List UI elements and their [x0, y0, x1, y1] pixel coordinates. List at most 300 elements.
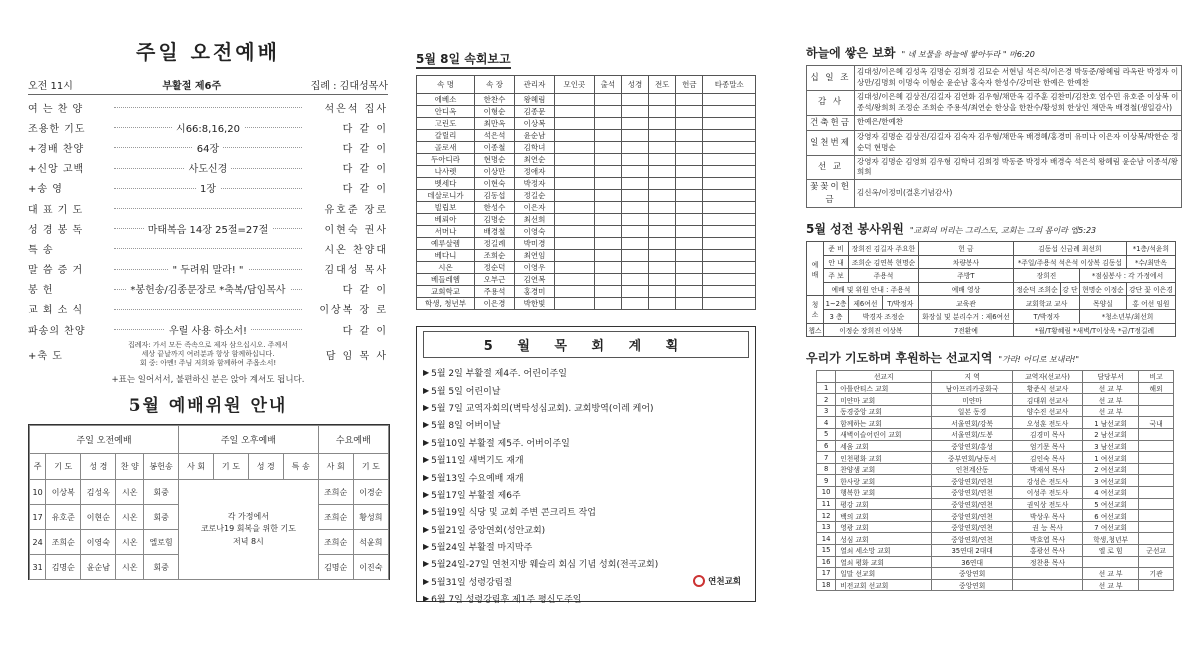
- triangle-bullet-icon: ▶: [423, 507, 430, 517]
- svc-group-worship: 예 배: [807, 241, 824, 295]
- report-cell: [649, 214, 676, 226]
- order-right: 석은석 집사: [324, 103, 388, 115]
- missions-cell: 2 여선교회: [1082, 463, 1138, 475]
- report-cell: [594, 202, 621, 214]
- order-row: [28, 238, 388, 258]
- report-cell: 학생, 청년부: [417, 298, 475, 310]
- service-cell: 예배 및 위원 안내 : 주용석: [823, 282, 918, 296]
- report-row: [417, 214, 756, 226]
- report-cell: [555, 190, 595, 202]
- plan-item: [423, 555, 749, 572]
- missions-cell: [1013, 579, 1083, 591]
- report-cell: 서머나: [417, 226, 475, 238]
- missions-cell: 중앙연회/연천: [932, 498, 1013, 510]
- service-cell: 제6여선: [849, 296, 883, 310]
- report-cell: [555, 106, 595, 118]
- plan-item: [423, 503, 749, 520]
- missions-row: [817, 417, 1174, 429]
- service-cell: 강 단: [1060, 282, 1079, 296]
- report-header-cell: 타종말소: [703, 76, 756, 94]
- triangle-bullet-icon: ▶: [423, 489, 430, 499]
- missions-row: [817, 556, 1174, 568]
- missions-cell: 36연대: [932, 556, 1013, 568]
- missions-cell: 6 여선교회: [1082, 510, 1138, 522]
- service-cell: 이정순 장희진 이상복: [823, 323, 918, 337]
- order-label: 특 송: [28, 244, 54, 256]
- report-cell: [594, 94, 621, 106]
- missions-cell: [1139, 533, 1174, 545]
- report-cell: [594, 190, 621, 202]
- report-cell: 두아디라: [417, 154, 475, 166]
- church-logo: [693, 575, 741, 587]
- missions-cell: 16: [817, 556, 836, 568]
- missions-cell: 박호엽 목사: [1013, 533, 1083, 545]
- report-cell: [594, 166, 621, 178]
- report-header-cell: 속 명: [417, 76, 475, 94]
- report-cell: 이현숙: [475, 178, 515, 190]
- missions-cell: 평강 교회: [836, 498, 932, 510]
- order-row: [28, 279, 388, 299]
- staff-cell-praise: 시온: [116, 555, 144, 580]
- missions-cell: 9: [817, 475, 836, 487]
- triangle-bullet-icon: ▶: [423, 368, 430, 378]
- benediction-label: +축 도: [28, 350, 63, 362]
- missions-verse: "가라! 어디로 보내라!": [998, 355, 1080, 365]
- ministry-plan-list: [423, 364, 749, 607]
- service-cell: 현명순 이정순: [1080, 282, 1127, 296]
- order-label: 조용한 기도: [28, 123, 86, 135]
- report-cell: [594, 262, 621, 274]
- report-cell: 최만옥: [475, 118, 515, 130]
- offering-table: [806, 65, 1182, 208]
- leader-dots: [114, 107, 302, 108]
- staff-cell-prayer: 김명순: [46, 555, 81, 580]
- missions-cell: 성심 교회: [836, 533, 932, 545]
- report-cell: [621, 238, 648, 250]
- report-cell: [676, 106, 703, 118]
- missions-row: [817, 521, 1174, 533]
- triangle-bullet-icon: ▶: [423, 385, 430, 395]
- missions-cell: 중앙연회/연천: [932, 475, 1013, 487]
- report-cell: 김동섭: [475, 190, 515, 202]
- report-cell: [703, 202, 756, 214]
- cell-report-title: 5월 8일 속회보고: [416, 50, 511, 69]
- report-cell: [703, 262, 756, 274]
- report-cell: [621, 142, 648, 154]
- col-aft-bible: 성 경: [248, 454, 283, 480]
- missions-header: [806, 349, 1182, 366]
- triangle-bullet-icon: ▶: [423, 437, 430, 447]
- report-row: [417, 142, 756, 154]
- plan-item-text: 5월10일 부활절 제5주. 어버이주일: [431, 438, 570, 449]
- report-cell: 정길순: [515, 190, 555, 202]
- missions-cell: 3: [817, 405, 836, 417]
- church-name: 연천교회: [708, 577, 741, 587]
- service-verse: "교회의 머리는 그리스도, 교회는 그의 몸이라 엡5:23: [909, 225, 1097, 235]
- service-cell: 1~2층: [823, 296, 848, 310]
- missions-cell: 김인숙 목사: [1013, 452, 1083, 464]
- missions-header-cell: 지 역: [932, 371, 1013, 383]
- order-middle: [114, 281, 302, 296]
- report-cell: [649, 94, 676, 106]
- staff-cell-wed_prayer: 이경순: [353, 480, 388, 505]
- report-cell: 박미경: [515, 238, 555, 250]
- report-cell: [703, 190, 756, 202]
- missions-cell: [1139, 452, 1174, 464]
- missions-row: [817, 545, 1174, 557]
- missions-cell: 김대위 선교사: [1013, 394, 1083, 406]
- report-row: [417, 166, 756, 178]
- missions-cell: [1013, 568, 1083, 580]
- report-cell: [676, 250, 703, 262]
- report-cell: 한찬수: [475, 94, 515, 106]
- service-cell: 장희진: [1013, 269, 1079, 283]
- report-cell: [594, 286, 621, 298]
- missions-cell: 선 교 부: [1082, 579, 1138, 591]
- report-cell: 김학녀: [515, 142, 555, 154]
- group-afternoon: 주일 오후예배: [179, 426, 318, 454]
- missions-cell: 기관: [1139, 568, 1174, 580]
- missions-cell: 미얀마 교회: [836, 394, 932, 406]
- report-cell: [649, 142, 676, 154]
- report-cell: 안디옥: [417, 106, 475, 118]
- offering-kind: 꽃꽂이헌금: [807, 180, 855, 208]
- service-cell: 교육관: [918, 296, 1013, 310]
- missions-cell: 열쇠 세소망 교회: [836, 545, 932, 557]
- col-praise: 찬 양: [116, 454, 144, 480]
- service-row: [807, 269, 1176, 283]
- missions-header-cell: 교역자(선교사): [1013, 371, 1083, 383]
- offering-kind: 일천번제: [807, 130, 855, 155]
- triangle-bullet-icon: ▶: [423, 559, 430, 569]
- report-cell: [676, 286, 703, 298]
- missions-cell: 2: [817, 394, 836, 406]
- missions-cell: 중앙연회/연천: [932, 487, 1013, 499]
- report-cell: [703, 274, 756, 286]
- report-header-cell: 헌금: [676, 76, 703, 94]
- report-cell: 고린도: [417, 118, 475, 130]
- missions-cell: 12: [817, 510, 836, 522]
- order-middle-text: 사도신경: [185, 164, 232, 175]
- missions-cell: 7: [817, 452, 836, 464]
- report-cell: 예루살렘: [417, 238, 475, 250]
- report-row: [417, 262, 756, 274]
- report-cell: [555, 130, 595, 142]
- report-cell: [621, 178, 648, 190]
- col-wed-host: 사 회: [318, 454, 353, 480]
- report-header-cell: 관리자: [515, 76, 555, 94]
- missions-cell: [1082, 556, 1138, 568]
- report-cell: [649, 238, 676, 250]
- plan-item: [423, 399, 749, 416]
- report-cell: [555, 262, 595, 274]
- staff-cell-wed_host: 조희순: [318, 530, 353, 555]
- report-cell: [703, 298, 756, 310]
- missions-cell: [1139, 556, 1174, 568]
- missions-cell: 5: [817, 429, 836, 441]
- offering-row: [807, 66, 1182, 91]
- service-cell: T/박정자: [1013, 309, 1079, 323]
- plan-item-text: 5월 2일 부활절 제4주. 어린이주일: [431, 369, 567, 380]
- order-middle-text: 마태복음 14장 25절=27절: [144, 225, 273, 236]
- report-cell: [555, 274, 595, 286]
- service-cell: 3 층: [823, 309, 848, 323]
- missions-row: [817, 475, 1174, 487]
- plan-item-text: 5월24일-27일 연천지방 웨슬리 회심 기념 성회(전곡교회): [431, 560, 659, 571]
- triangle-bullet-icon: ▶: [423, 420, 430, 430]
- report-cell: [621, 286, 648, 298]
- order-row: [28, 259, 388, 279]
- report-cell: [703, 118, 756, 130]
- service-cell: 정순덕 조희순: [1013, 282, 1060, 296]
- missions-title: 우리가 기도하며 후원하는 선교지역: [806, 351, 993, 366]
- plan-item-text: 5월31일 성령강림절: [431, 577, 513, 588]
- plan-item-text: 5월17일 부활절 제6주: [431, 490, 521, 501]
- service-cell: *청소년부/최선희: [1080, 309, 1176, 323]
- missions-cell: 중앙연회/연천: [932, 510, 1013, 522]
- order-row: [28, 178, 388, 198]
- missions-cell: [1139, 498, 1174, 510]
- service-title: 5월 성전 봉사위원: [806, 221, 904, 236]
- report-cell: [621, 274, 648, 286]
- report-row: [417, 250, 756, 262]
- report-cell: 이은경: [475, 298, 515, 310]
- missions-cell: 미얀마: [932, 394, 1013, 406]
- report-cell: [703, 166, 756, 178]
- report-row: [417, 178, 756, 190]
- service-header: [806, 220, 1182, 237]
- worship-time: 오전 11시: [28, 81, 73, 92]
- staff-cell-offering: 엘로힘: [144, 530, 179, 555]
- triangle-bullet-icon: ▶: [423, 402, 430, 412]
- report-cell: [594, 154, 621, 166]
- report-header-cell: 전도: [649, 76, 676, 94]
- report-cell: 교회학교: [417, 286, 475, 298]
- staff-table: [29, 425, 389, 580]
- report-cell: 오부근: [475, 274, 515, 286]
- offering-names: 김대성/이은혜 김성옥 김명순 김희정 김묘순 서현님 석은석/이은경 박동준/왕혜림 라옥란 박정자 이상만/김명희 이명숙 이형순 윤순남 홍숙자 한성수/강미란 한예은 한예찬: [855, 66, 1182, 91]
- offering-row: [807, 130, 1182, 155]
- report-row: [417, 154, 756, 166]
- service-cell: 주 보: [823, 269, 848, 283]
- missions-cell: 선 교 부: [1082, 568, 1138, 580]
- missions-cell: [1139, 440, 1174, 452]
- missions-row: [817, 487, 1174, 499]
- missions-header-cell: 비고: [1139, 371, 1174, 383]
- col-offering-song: 봉헌송: [144, 454, 179, 480]
- order-right: 이현숙 권사: [324, 224, 388, 236]
- staff-cell-prayer: 조희순: [46, 530, 81, 555]
- report-cell: 홍경미: [515, 286, 555, 298]
- order-label: 말 씀 증 거: [28, 265, 84, 277]
- plan-item: [423, 521, 749, 538]
- missions-row: [817, 498, 1174, 510]
- report-cell: [649, 226, 676, 238]
- morning-worship-section: [28, 36, 388, 580]
- report-cell: 이은자: [515, 202, 555, 214]
- report-cell: [676, 154, 703, 166]
- report-row: [417, 94, 756, 106]
- missions-cell: 15: [817, 545, 836, 557]
- report-cell: 벳세다: [417, 178, 475, 190]
- report-cell: [649, 298, 676, 310]
- staff-cell-week: 24: [30, 530, 46, 555]
- report-cell: [621, 250, 648, 262]
- missions-cell: 강성은 전도사: [1013, 475, 1083, 487]
- plan-item: [423, 486, 749, 503]
- report-cell: [676, 298, 703, 310]
- order-right: 유호준 장로: [324, 204, 388, 216]
- report-cell: [703, 214, 756, 226]
- right-column: [806, 44, 1182, 591]
- report-cell: [555, 166, 595, 178]
- report-cell: 데살로니가: [417, 190, 475, 202]
- report-cell: [594, 238, 621, 250]
- group-morning: 주일 오전예배: [30, 426, 179, 454]
- report-cell: [676, 238, 703, 250]
- report-cell: 주용석: [475, 286, 515, 298]
- offering-verse: " 네 보물을 하늘에 쌓아두라 " 마6:20: [901, 50, 1035, 59]
- report-row: [417, 106, 756, 118]
- report-cell: [555, 154, 595, 166]
- cell-report-table: [416, 75, 756, 310]
- report-cell: 베들레헴: [417, 274, 475, 286]
- service-cell: 장희진 김길자 주요한: [849, 241, 919, 255]
- report-cell: [621, 94, 648, 106]
- report-row: [417, 118, 756, 130]
- worship-header-row: [28, 75, 388, 95]
- offering-header: [806, 44, 1182, 61]
- plan-item-text: 5월21일 중앙연회(성안교회): [431, 525, 546, 536]
- benediction-right: 담 임 목 사: [325, 350, 388, 362]
- plan-item-text: 5월 5일 어린이날: [431, 386, 501, 397]
- missions-row: [817, 452, 1174, 464]
- plan-item-text: 6월 7일 성령강림후 제1주 평신도주일: [431, 595, 582, 606]
- staff-cell-wed_prayer: 이진숙: [353, 555, 388, 580]
- report-cell: 에베소: [417, 94, 475, 106]
- report-cell: [703, 130, 756, 142]
- worship-theme: 부활절 제6주: [162, 81, 222, 92]
- missions-cell: 5 여선교회: [1082, 498, 1138, 510]
- offering-row: [807, 115, 1182, 130]
- plan-item-text: 5월11일 새벽기도 재개: [431, 456, 524, 467]
- triangle-bullet-icon: ▶: [423, 472, 430, 482]
- plan-item: [423, 381, 749, 398]
- report-cell: [676, 118, 703, 130]
- report-cell: 베다니: [417, 250, 475, 262]
- service-row: [807, 296, 1176, 310]
- report-cell: 베뢰아: [417, 214, 475, 226]
- report-header-cell: 속 장: [475, 76, 515, 94]
- order-right: 다 같 이: [342, 285, 388, 297]
- missions-cell: [1139, 487, 1174, 499]
- report-cell: [594, 106, 621, 118]
- missions-cell: 황준식 선교사: [1013, 382, 1083, 394]
- report-cell: 최연임: [515, 250, 555, 262]
- report-cell: [676, 166, 703, 178]
- service-cell: 청 소: [807, 296, 824, 323]
- ministry-plan-title: 5 월 목 회 계 획: [423, 331, 749, 358]
- ministry-plan-box: [416, 326, 756, 606]
- offering-names: 한예은/한예찬: [855, 115, 1182, 130]
- service-cell: 안 내: [823, 255, 848, 269]
- missions-cell: 아틀란티스 교회: [836, 382, 932, 394]
- missions-cell: 선 교 부: [1082, 405, 1138, 417]
- offering-kind: 감 사: [807, 90, 855, 115]
- missions-cell: 남아프리카공화국: [932, 382, 1013, 394]
- service-row: [807, 255, 1176, 269]
- missions-cell: [1139, 429, 1174, 441]
- order-right: 시온 찬양대: [324, 244, 388, 256]
- report-cell: [649, 202, 676, 214]
- service-cell: *주일/주용석 석은석 이상복 김동섭: [1013, 255, 1126, 269]
- report-cell: [649, 166, 676, 178]
- report-row: [417, 286, 756, 298]
- missions-cell: 해외: [1139, 382, 1174, 394]
- missions-cell: 4 여선교회: [1082, 487, 1138, 499]
- report-cell: 현명순: [475, 154, 515, 166]
- missions-cell: 일본 동경: [932, 405, 1013, 417]
- missions-row: [817, 405, 1174, 417]
- service-cell: *점심봉사 : 각 가정에서: [1080, 269, 1176, 283]
- report-cell: [676, 202, 703, 214]
- service-cell: *수/최만옥: [1126, 255, 1175, 269]
- report-cell: [594, 130, 621, 142]
- order-middle-text: 시66:8,16,20: [172, 124, 244, 135]
- missions-cell: [1139, 510, 1174, 522]
- report-cell: [676, 142, 703, 154]
- missions-cell: 이성주 전도사: [1013, 487, 1083, 499]
- report-cell: [621, 214, 648, 226]
- staff-cell-wed_prayer: 황성희: [353, 505, 388, 530]
- report-row: [417, 226, 756, 238]
- order-label: 성 경 봉 독: [28, 224, 84, 236]
- report-cell: [703, 94, 756, 106]
- report-cell: 시온: [417, 262, 475, 274]
- missions-row: [817, 440, 1174, 452]
- report-cell: 골로새: [417, 142, 475, 154]
- report-cell: 나사렛: [417, 166, 475, 178]
- missions-cell: 중앙연회/연천: [932, 521, 1013, 533]
- report-cell: 이영숙: [515, 226, 555, 238]
- order-row: [28, 198, 388, 218]
- service-cell: 준 비: [823, 241, 848, 255]
- report-cell: [555, 250, 595, 262]
- plan-item-text: 5월19일 식당 및 교회 주변 콘크리트 작업: [431, 508, 596, 519]
- missions-cell: 오성훈 전도사: [1013, 417, 1083, 429]
- worship-leader: 집례 : 김대성목사: [310, 81, 388, 92]
- report-cell: [621, 154, 648, 166]
- missions-cell: 엘 로 힘: [1082, 545, 1138, 557]
- order-right: 다 같 이: [342, 123, 388, 135]
- stand-note: +표는 일어서서, 불편하신 분은 앉아 계셔도 됩니다.: [111, 375, 305, 386]
- service-row: [807, 309, 1176, 323]
- missions-row: [817, 429, 1174, 441]
- missions-cell: [1139, 394, 1174, 406]
- triangle-bullet-icon: ▶: [423, 576, 430, 586]
- report-cell: [676, 94, 703, 106]
- order-row: [28, 97, 388, 117]
- report-cell: [594, 214, 621, 226]
- report-cell: [649, 262, 676, 274]
- order-label: 대 표 기 도: [28, 204, 84, 216]
- report-cell: [703, 226, 756, 238]
- order-middle-text: 64장: [193, 144, 223, 155]
- plan-item-text: 5월24일 부활절 마지막주: [431, 543, 533, 554]
- missions-row: [817, 579, 1174, 591]
- missions-cell: 비전교회 선교회: [836, 579, 932, 591]
- missions-cell: 찬양샘 교회: [836, 463, 932, 475]
